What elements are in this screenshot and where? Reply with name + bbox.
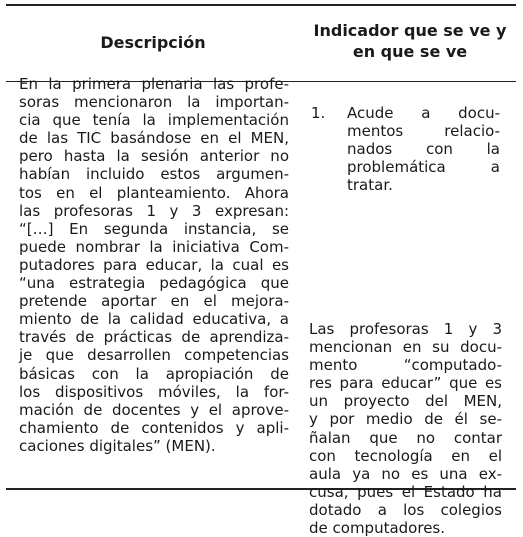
description-line: puede nombrar la iniciativa Com-: [19, 237, 289, 256]
indicator-item-line: problemática a: [347, 158, 500, 177]
description-line: putadores para educar, la cual es: [19, 255, 289, 274]
header-indicator: [304, 20, 516, 62]
indicator-paragraph-line: mencionan en su docu-: [309, 338, 502, 357]
indicator-paragraph-line: con tecnología en el: [309, 446, 502, 465]
description-line: cia que tenía la implementación: [19, 111, 289, 130]
description-line: soras mencionaron la importan-: [19, 93, 289, 112]
indicator-paragraph-line: y por medio de él se-: [309, 410, 502, 429]
indicator-item-line: nados con la: [347, 140, 500, 159]
indicator-paragraph-line: dotado a los colegios: [309, 500, 502, 519]
description-line: “[…] En segunda instancia, se: [19, 219, 289, 238]
indicator-paragraph-line: Las profesoras 1 y 3: [309, 320, 502, 338]
indicator-paragraph: [309, 320, 502, 537]
description-line: caciones digitales” (MEN).: [19, 436, 216, 455]
indicator-paragraph-line: cusa, pues el Estado ha: [309, 482, 502, 501]
header-indicator-line: en que se ve: [352, 42, 468, 61]
description-line: chamiento de contenidos y apli-: [19, 418, 289, 437]
description-line: miento de la calidad educativa, a: [19, 310, 289, 329]
description-line: En la primera plenaria las profe-: [19, 75, 289, 93]
description-line: habían incluido estos argumen-: [19, 165, 289, 184]
indicator-paragraph-line: ñalan que no contar: [309, 428, 502, 447]
header-description: Descripción: [100, 33, 206, 52]
header-indicator-line: Indicador que se ve y: [313, 21, 507, 40]
indicator-paragraph-line: de computadores.: [309, 519, 446, 537]
description-line: de las TIC basándose en el MEN,: [19, 129, 289, 148]
description-line: “una estrategia pedagógica que: [19, 274, 289, 293]
indicator-item-number: 1.: [311, 104, 326, 122]
description-line: través de prácticas de aprendiza-: [19, 328, 289, 347]
indicator-item-text: [347, 104, 500, 194]
description-line: mación de docentes y el aprove-: [19, 400, 289, 419]
indicator-paragraph-line: aula ya no es una ex-: [309, 464, 502, 483]
indicator-paragraph-line: mento “computado-: [309, 356, 502, 375]
indicator-item-line: mentos relacio-: [347, 122, 500, 141]
top-rule: [6, 4, 516, 6]
description-line: básicas con la apropiación de: [19, 364, 289, 383]
description-line: pretende aportar en el mejora-: [19, 292, 289, 311]
indicator-item-line: Acude a docu-: [347, 104, 500, 122]
description-line: pero hasta la sesión anterior no: [19, 147, 289, 166]
indicator-paragraph-line: res para educar” que es: [309, 374, 502, 393]
description-line: je que desarrollen competencias: [19, 346, 289, 365]
description-line: las profesoras 1 y 3 expresan:: [19, 201, 289, 220]
indicator-paragraph-line: un proyecto del MEN,: [309, 392, 502, 411]
description-line: tos en el planteamiento. Ahora: [19, 183, 289, 202]
description-line: los dispositivos móviles, la for-: [19, 382, 289, 401]
indicator-item-line: tratar.: [347, 176, 393, 195]
description-cell: [19, 75, 289, 455]
